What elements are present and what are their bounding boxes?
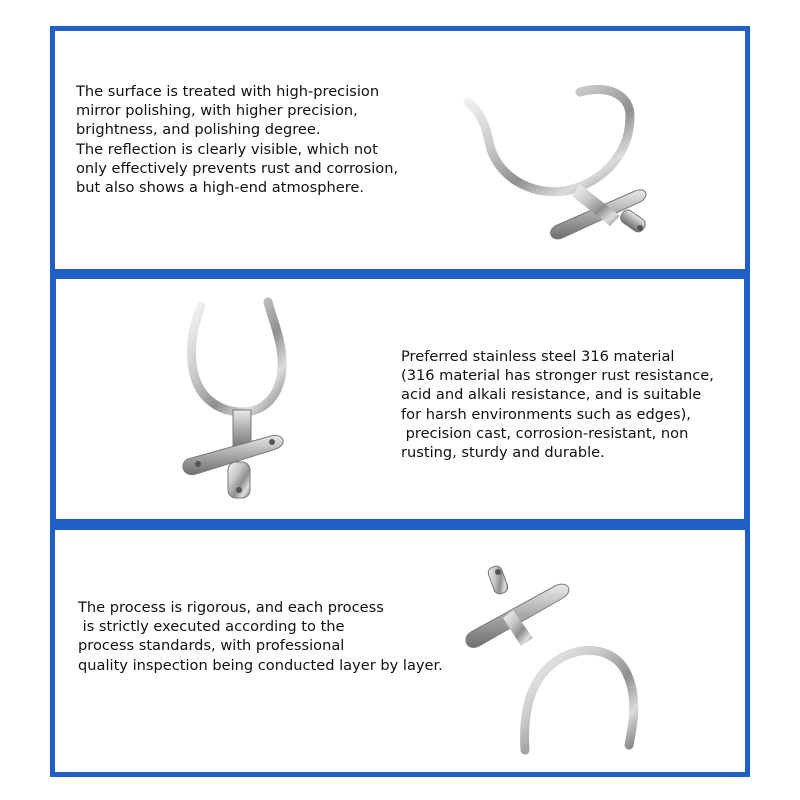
oarlock-icon: [460, 56, 670, 246]
oarlock-icon: [463, 560, 663, 760]
panel-description: The surface is treated with high-precision mirror polishing, with higher precision, brightness, and polishing degree. The reflection is clearly visible, which not only effectively prevents rust and corrosion, but also shows a high-end atmosphere.: [76, 83, 399, 197]
panel-description: Preferred stainless steel 316 material (316 material has stronger rust resistance, acid and alkali resistance, and is suitable for harsh environments such as edges), precision cast, corrosion-resistant, non rusting, sturdy and durable.: [401, 348, 714, 462]
panel-description: The process is rigorous, and each process is strictly executed according to the process standards, with professional quality inspection being conducted layer by layer.: [78, 599, 443, 674]
feature-panel-polishing: [50, 26, 750, 274]
feature-panel-material: [50, 273, 750, 525]
feature-panel-process: [50, 525, 750, 777]
oarlock-icon: [176, 294, 316, 509]
